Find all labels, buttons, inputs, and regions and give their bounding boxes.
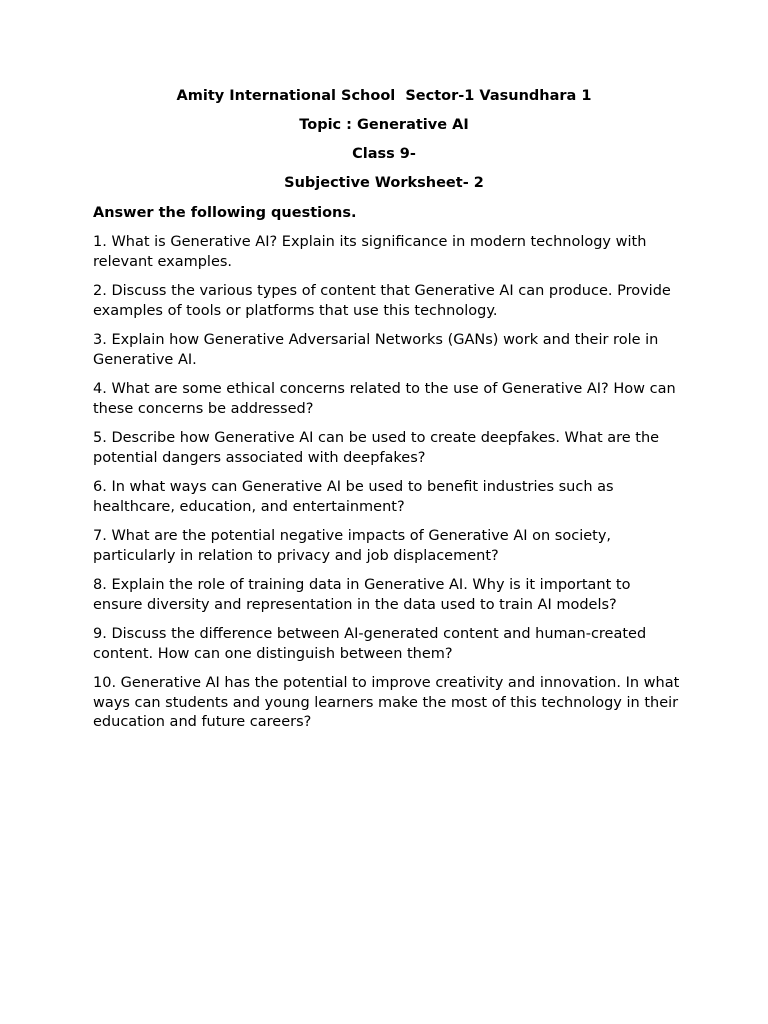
question-4: 4. What are some ethical concerns related to the use of Generative AI? How can these concerns be addressed? xyxy=(93,381,676,417)
question-8: 8. Explain the role of training data in Generative AI. Why is it important to ensure diversity and representation in the data used to train AI models? xyxy=(93,577,631,613)
class-title: Class 9- xyxy=(352,146,416,162)
question-3: 3. Explain how Generative Adversarial Networks (GANs) work and their role in Generative AI. xyxy=(93,332,659,368)
worksheet-title: Subjective Worksheet- 2 xyxy=(284,175,484,191)
question-7: 7. What are the potential negative impacts of Generative AI on society, particularly in relation to privacy and job displacement? xyxy=(93,528,612,564)
question-10: 10. Generative AI has the potential to improve creativity and innovation. In what ways can students and young learners make the most of this technology in their education and future careers? xyxy=(93,675,680,730)
question-5: 5. Describe how Generative AI can be used to create deepfakes. What are the potential dangers associated with deepfakes? xyxy=(93,430,660,466)
school-title: Amity International School Sector-1 Vasundhara 1 xyxy=(176,88,592,104)
question-2: 2. Discuss the various types of content that Generative AI can produce. Provide examples of tools or platforms that use this technology. xyxy=(93,283,671,319)
question-9: 9. Discuss the difference between AI-generated content and human-created content. How can one distinguish between them? xyxy=(93,626,647,662)
question-1: 1. What is Generative AI? Explain its significance in modern technology with relevant examples. xyxy=(93,234,647,270)
question-6: 6. In what ways can Generative AI be used to benefit industries such as healthcare, education, and entertainment? xyxy=(93,479,614,515)
instruction-text: Answer the following questions. xyxy=(93,205,357,221)
topic-title: Topic : Generative AI xyxy=(299,117,469,133)
